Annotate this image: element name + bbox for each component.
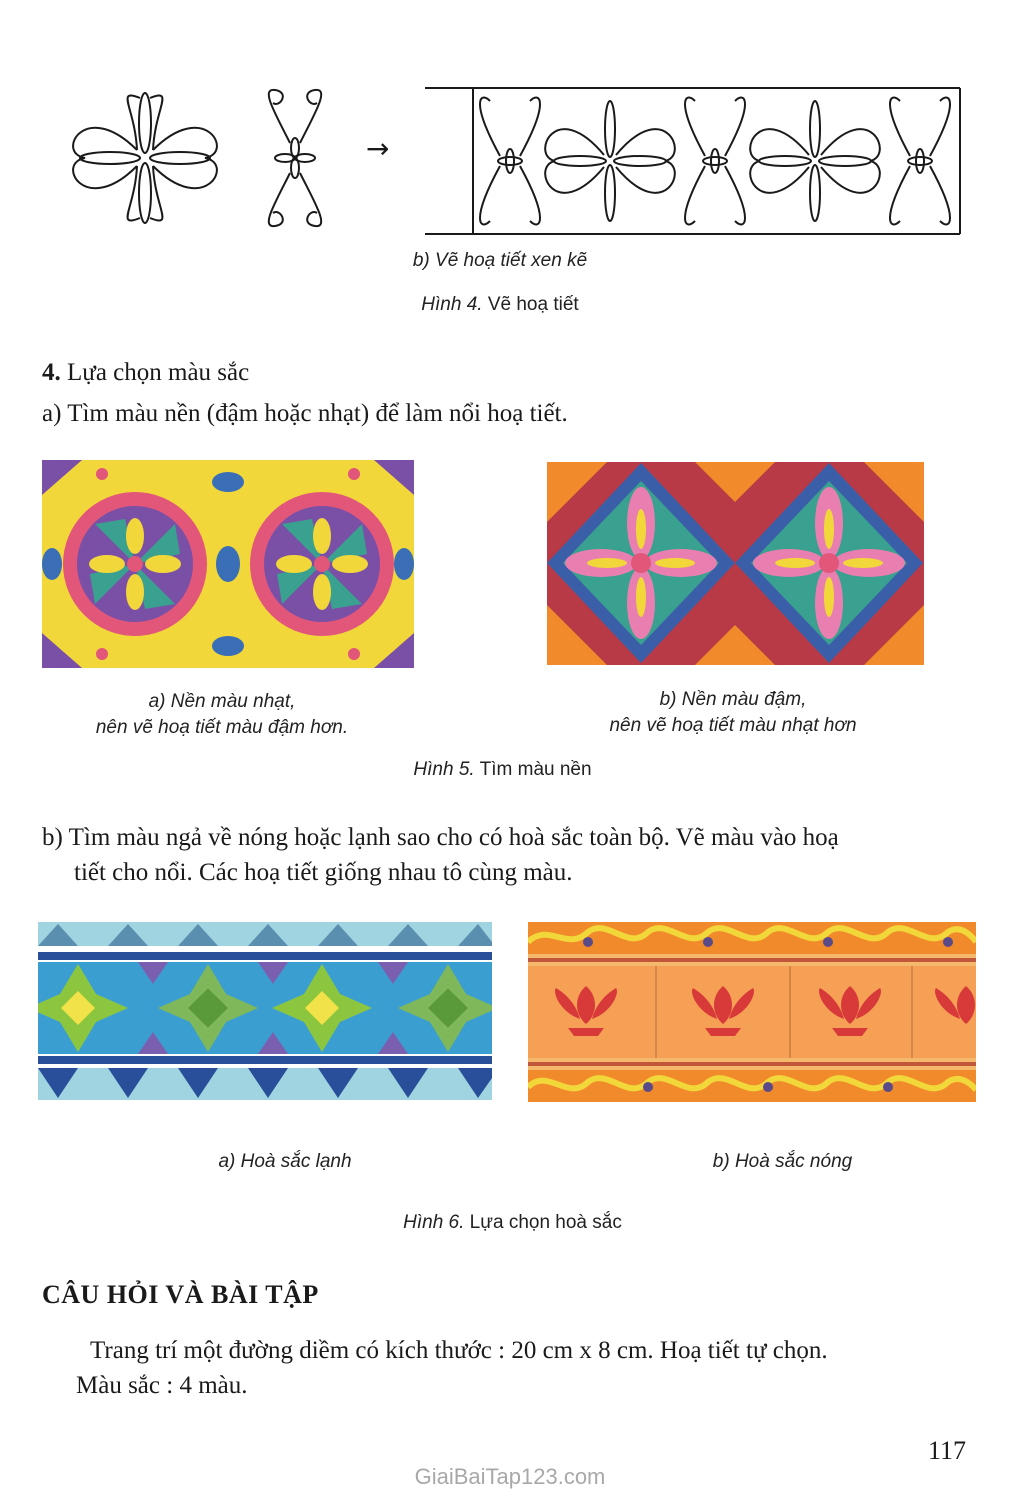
scroll-motif <box>269 90 321 226</box>
figure-4-caption: Hình 4. Vẽ hoạ tiết <box>421 294 579 315</box>
figure-5b-dark-background-pattern <box>547 462 924 665</box>
figure-5-caption: Hình 5. Tìm màu nền <box>413 759 592 780</box>
alternating-border <box>425 88 960 234</box>
exercise-line-2: Màu sắc : 4 màu. <box>76 1372 248 1399</box>
figure-6a-cool-border <box>38 922 492 1100</box>
paragraph-b-line-1: b) Tìm màu ngả về nóng hoặc lạnh sao cho có hoà sắc toàn bộ. Vẽ màu vào hoạ <box>42 824 839 851</box>
figure-5a-light-background-pattern <box>42 460 414 668</box>
bottom-strip <box>38 1068 492 1100</box>
exercise-heading: CÂU HỎI VÀ BÀI TẬP <box>42 1280 319 1309</box>
figure-4-line-drawing <box>60 80 970 245</box>
figure-6a-caption: a) Hoà sắc lạnh <box>218 1151 352 1172</box>
figure-6b-warm-border <box>528 922 976 1102</box>
arrow-icon: → <box>366 132 390 165</box>
circle-motif-right <box>250 492 394 636</box>
section-4a-paragraph: a) Tìm màu nền (đậm hoặc nhạt) để làm nổi hoạ tiết. <box>42 400 568 427</box>
circle-motif-left <box>63 492 207 636</box>
figure-5b-caption: b) Nền màu đậm, nên vẽ hoạ tiết màu nhạt hơn <box>609 689 857 736</box>
page-number: 117 <box>928 1436 967 1465</box>
figure-6-caption: Hình 6. Lựa chọn hoà sắc <box>403 1212 622 1233</box>
four-petal-motif <box>73 93 217 223</box>
figure-4b-caption: b) Vẽ hoạ tiết xen kẽ <box>412 250 588 271</box>
watermark: GiaiBaiTap123.com <box>414 1464 606 1489</box>
top-strip <box>38 922 492 946</box>
figure-6b-caption: b) Hoà sắc nóng <box>712 1151 853 1172</box>
section-4-heading: 4. Lựa chọn màu sắc <box>42 359 250 386</box>
paragraph-b-line-2: tiết cho nổi. Các hoạ tiết giống nhau tô cùng màu. <box>74 859 573 886</box>
exercise-line-1: Trang trí một đường diềm có kích thước : 20 cm x 8 cm. Hoạ tiết tự chọn. <box>90 1337 828 1364</box>
figure-5a-caption: a) Nền màu nhạt, nên vẽ hoạ tiết màu đậm hơn. <box>95 691 349 738</box>
